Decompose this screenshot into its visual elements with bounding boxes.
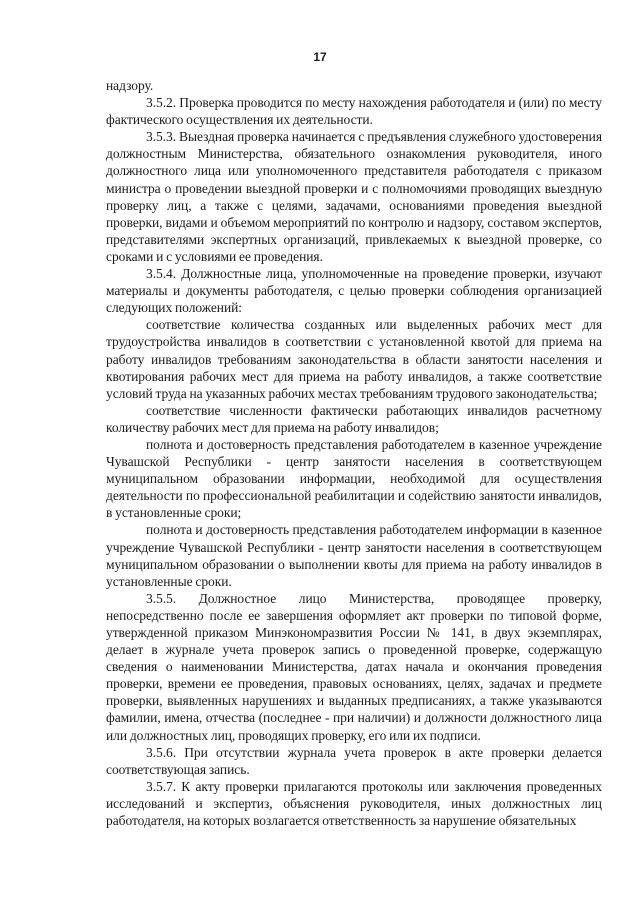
paragraph: 3.5.5. Должностное лицо Министерства, проводящее проверку, непосредственно после ее завершения оформляет акт проверки по типовой форме, утвержденной приказом Минэкономразвития России № 141, в двух экземплярах, делает в журнале учета проверок запись о проведенной проверке, содержащую сведения о наименовании Министерства, датах начала и окончания проведения проверки, времени ее проведения, правовых основаниях, целях, задачах и предмете проверки, выявленных нарушениях и выданных предписаниях, а также указываются фамилии, имена, отчества (последнее - при наличии) и должности должностного лица или должностных лиц, проводящих проверку, его или их подписи. <box>106 590 602 743</box>
paragraph: соответствие количества созданных или выделенных рабочих мест для трудоустройства инвалидов в соответствии с установленной квотой для приема на работу инвалидов требованиям законодательства в области занятости населения и квотирования рабочих мест для приема на работу инвалидов, а также соответствие условий труда на указанных рабочих местах требованиям трудового законодательства; <box>106 317 602 401</box>
paragraph: 3.5.6. При отсутствии журнала учета проверок в акте проверки делается соответствующая запись. <box>106 744 602 777</box>
page-number: 17 <box>313 50 327 64</box>
paragraph: 3.5.7. К акту проверки прилагаются протоколы или заключения проведенных исследований и экспертиз, объяснения руководителя, иных должностных лиц работодателя, на которых возлагается ответственность за нарушение обязательных <box>106 778 602 829</box>
paragraph: надзору. <box>106 78 154 93</box>
paragraph: 3.5.3. Выездная проверка начинается с предъявления служебного удостоверения должностным Министерства, обязательного ознакомления руководителя, иного должностного лица или уполномоченного представителя работодателя с приказом министра о проведении выездной проверки и с полномочиями проводящих выездную проверку лиц, а также с целями, задачами, основаниями проведения выездной проверки, видами и объемом мероприятий по контролю и надзору, составом экспертов, представителями экспертных организаций, привлекаемых к выездной проверке, со сроками и с условиями ее проведения. <box>106 129 602 264</box>
paragraph: полнота и достоверность представления работодателем информации в казенное учреждение Чувашской Республики - центр занятости населения в соответствующем муниципальном образовании о выполнении квоты для приема на работу инвалидов в установленные сроки. <box>106 522 602 589</box>
body-text <box>106 77 602 829</box>
paragraph: 3.5.4. Должностные лица, уполномоченные на проведение проверки, изучают материалы и документы работодателя, с целью проверки соблюдения организацией следующих положений: <box>106 266 602 316</box>
paragraph: полнота и достоверность представления работодателем в казенное учреждение Чувашской Республики - центр занятости населения в соответствующем муниципальном образовании информации, необходимой для осуществления деятельности по профессиональной реабилитации и содействию занятости инвалидов, в установленные сроки; <box>106 436 602 521</box>
paragraph: соответствие численности фактически работающих инвалидов расчетному количеству рабочих мест для приема на работу инвалидов; <box>106 402 602 435</box>
paragraph: 3.5.2. Проверка проводится по месту нахождения работодателя и (или) по месту фактического осуществления их деятельности. <box>106 95 602 128</box>
